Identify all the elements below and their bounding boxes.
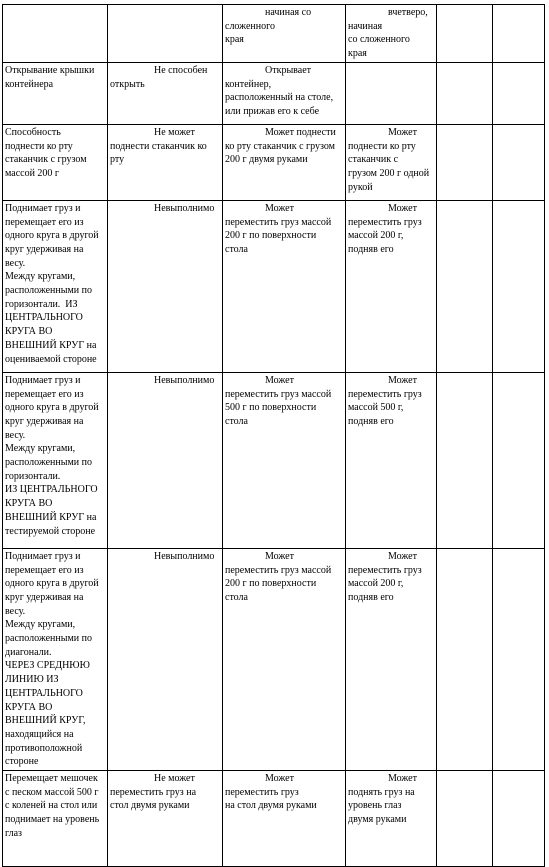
table-cell — [437, 372, 493, 548]
cell-line: весу. — [5, 257, 26, 269]
cell-line: Между кругами, — [5, 443, 76, 455]
table-cell — [437, 5, 493, 63]
cell-line: Невыполнимо — [154, 202, 215, 214]
table-cell — [223, 548, 346, 770]
cell-line: одного круга в другой — [5, 230, 99, 242]
cell-line: Может — [388, 773, 417, 785]
cell-line: переместить груз массой — [225, 564, 332, 576]
table-cell — [223, 62, 346, 124]
table-cell — [493, 5, 545, 63]
cell-line: Между кругами, — [5, 271, 76, 283]
cell-line: КРУГА ВО — [5, 701, 53, 713]
cell-line: ВНЕШНИЙ КРУГ, — [5, 715, 86, 727]
table-cell — [346, 5, 437, 63]
cell-line: Может — [265, 773, 294, 785]
cell-line: стола — [225, 243, 248, 255]
cell-line: горизонтали. ИЗ — [5, 298, 78, 310]
cell-line: одного круга в другой — [5, 402, 99, 414]
cell-line: ВНЕШНИЙ КРУГ на — [5, 511, 97, 523]
cell-line: подняв его — [348, 243, 394, 255]
cell-line: перемещает его из — [5, 216, 84, 228]
table-cell — [3, 771, 108, 867]
table-cell — [223, 5, 346, 63]
table-row — [3, 771, 545, 867]
cell-line: 200 г по поверхности — [225, 578, 317, 590]
assessment-table — [2, 4, 545, 867]
table-cell — [346, 124, 437, 200]
cell-line: переместить груз — [348, 216, 422, 228]
cell-line: стол двумя руками — [110, 800, 190, 812]
table-row — [3, 5, 545, 63]
cell-line: двумя руками — [348, 814, 407, 826]
cell-line: ЛИНИЮ ИЗ — [5, 674, 59, 686]
table-cell — [493, 771, 545, 867]
table-cell — [3, 62, 108, 124]
cell-line: круг удерживая на — [5, 415, 84, 427]
table-cell — [223, 372, 346, 548]
table-cell — [3, 5, 108, 63]
cell-line: края — [225, 34, 244, 46]
cell-line: Между кругами, — [5, 619, 76, 631]
cell-line: оцениваемой стороне — [5, 353, 97, 365]
table-cell — [437, 62, 493, 124]
cell-line: переместить груз массой — [225, 388, 332, 400]
cell-line: КРУГА ВО — [5, 326, 53, 338]
cell-line: края — [348, 48, 367, 60]
cell-line: Открывание крышки — [5, 64, 95, 76]
cell-line: находящийся на — [5, 728, 74, 740]
cell-line: рту — [110, 154, 125, 166]
table-cell — [346, 548, 437, 770]
cell-line: Невыполнимо — [154, 550, 215, 562]
cell-line: расположенными по — [5, 633, 93, 645]
cell-line: Способность — [5, 126, 61, 138]
cell-line: перемещает его из — [5, 564, 84, 576]
cell-line: Может — [388, 202, 417, 214]
table-cell — [346, 771, 437, 867]
table-cell — [223, 771, 346, 867]
cell-line: Открывает — [265, 64, 312, 76]
cell-line: грузом 200 г одной — [348, 167, 430, 179]
table-cell — [437, 124, 493, 200]
table-cell — [3, 124, 108, 200]
table-cell — [437, 771, 493, 867]
table-cell — [493, 372, 545, 548]
table-cell — [437, 200, 493, 372]
table-cell — [108, 200, 223, 372]
cell-line: расположенными по — [5, 285, 93, 297]
cell-line: ИЗ ЦЕНТРАЛЬНОГО — [5, 484, 98, 496]
table-cell — [3, 548, 108, 770]
cell-line: круг удерживая на — [5, 243, 84, 255]
table-cell — [493, 200, 545, 372]
cell-line: уровень глаз — [348, 800, 402, 812]
cell-line: 500 г по поверхности — [225, 402, 317, 414]
table-row — [3, 62, 545, 124]
cell-line: вчетверо, начиная — [348, 7, 431, 32]
table-cell — [3, 372, 108, 548]
cell-line: Не может — [154, 773, 195, 785]
cell-line: Не способен — [154, 64, 208, 76]
cell-line: поднять груз на — [348, 786, 415, 798]
cell-line: начиная со сложенного — [225, 7, 314, 32]
table-cell — [346, 62, 437, 124]
cell-line: тестируемой стороне — [5, 525, 96, 537]
cell-line: открыть — [110, 78, 145, 90]
cell-line: ЦЕНТРАЛЬНОГО — [5, 312, 83, 324]
cell-line: расположенный на столе, — [225, 92, 334, 104]
cell-line: стола — [225, 415, 248, 427]
cell-line: ВНЕШНИЙ КРУГ на — [5, 339, 97, 351]
table-cell — [108, 548, 223, 770]
cell-line: Невыполнимо — [154, 374, 215, 386]
cell-line: переместить груз на — [110, 786, 197, 798]
cell-line: Может — [265, 202, 294, 214]
cell-line: переместить груз — [225, 786, 299, 798]
cell-line: Может — [388, 126, 417, 138]
cell-line: с песком массой 500 г — [5, 786, 99, 798]
cell-line: перемещает его из — [5, 388, 84, 400]
table-cell — [3, 200, 108, 372]
cell-line: одного круга в другой — [5, 578, 99, 590]
cell-line: Может — [388, 374, 417, 386]
cell-line: КРУГА ВО — [5, 498, 53, 510]
table-cell — [493, 62, 545, 124]
cell-line: расположенными по — [5, 457, 93, 469]
cell-line: стола — [225, 591, 248, 603]
cell-line: переместить груз — [348, 388, 422, 400]
cell-line: или прижав его к себе — [225, 105, 320, 117]
table-cell — [346, 372, 437, 548]
table-cell — [223, 200, 346, 372]
cell-line: контейнер, — [225, 78, 272, 90]
table-cell — [493, 548, 545, 770]
cell-line: массой 200 г — [5, 167, 60, 179]
table-row — [3, 372, 545, 548]
cell-line: стороне — [5, 756, 39, 768]
cell-line: поднести стаканчик ко — [110, 140, 207, 152]
cell-line: стаканчик с — [348, 154, 399, 166]
cell-line: Может — [265, 550, 294, 562]
cell-line: стаканчик с грузом — [5, 154, 87, 166]
cell-line: диагонали. — [5, 646, 52, 658]
table-cell — [493, 124, 545, 200]
table-body — [3, 5, 545, 867]
cell-line: Может поднести — [265, 126, 336, 138]
cell-line: подняв его — [348, 415, 394, 427]
cell-line: противоположной — [5, 742, 83, 754]
cell-line: контейнера — [5, 78, 54, 90]
cell-line: Может — [265, 374, 294, 386]
cell-line: ЦЕНТРАЛЬНОГО — [5, 687, 83, 699]
cell-line: массой 200 г, — [348, 230, 404, 242]
cell-line: глаз — [5, 827, 22, 839]
cell-line: подняв его — [348, 591, 394, 603]
table-cell — [346, 200, 437, 372]
cell-line: ЧЕРЕЗ СРЕДНЮЮ — [5, 660, 90, 672]
table-cell — [108, 62, 223, 124]
cell-line: Поднимает груз и — [5, 202, 81, 214]
table-cell — [223, 124, 346, 200]
table-cell — [108, 372, 223, 548]
table-row — [3, 124, 545, 200]
cell-line: массой 500 г, — [348, 402, 404, 414]
cell-line: массой 200 г, — [348, 578, 404, 590]
cell-line: Может — [388, 550, 417, 562]
cell-line: Поднимает груз и — [5, 550, 81, 562]
table-row — [3, 548, 545, 770]
cell-line: весу. — [5, 605, 26, 617]
cell-line: со сложенного — [348, 34, 410, 46]
cell-line: ко рту стаканчик с грузом — [225, 140, 335, 152]
cell-line: 200 г по поверхности — [225, 230, 317, 242]
cell-line: переместить груз массой — [225, 216, 332, 228]
table-cell — [437, 548, 493, 770]
cell-line: весу. — [5, 429, 26, 441]
cell-line: Перемещает мешочек — [5, 773, 98, 785]
cell-line: с коленей на стол или — [5, 800, 98, 812]
cell-line: горизонтали. — [5, 470, 61, 482]
table-cell — [108, 771, 223, 867]
cell-line: Не может — [154, 126, 195, 138]
cell-line: 200 г двумя руками — [225, 154, 308, 166]
cell-line: на стол двумя руками — [225, 800, 317, 812]
cell-line: переместить груз — [348, 564, 422, 576]
cell-line: круг удерживая на — [5, 591, 84, 603]
table-row — [3, 200, 545, 372]
cell-line: поднести ко рту — [348, 140, 416, 152]
cell-line: поднимает на уровень — [5, 814, 100, 826]
table-cell — [108, 124, 223, 200]
table-cell — [108, 5, 223, 63]
cell-line: рукой — [348, 181, 373, 193]
cell-line: поднести ко рту — [5, 140, 73, 152]
cell-line: Поднимает груз и — [5, 374, 81, 386]
